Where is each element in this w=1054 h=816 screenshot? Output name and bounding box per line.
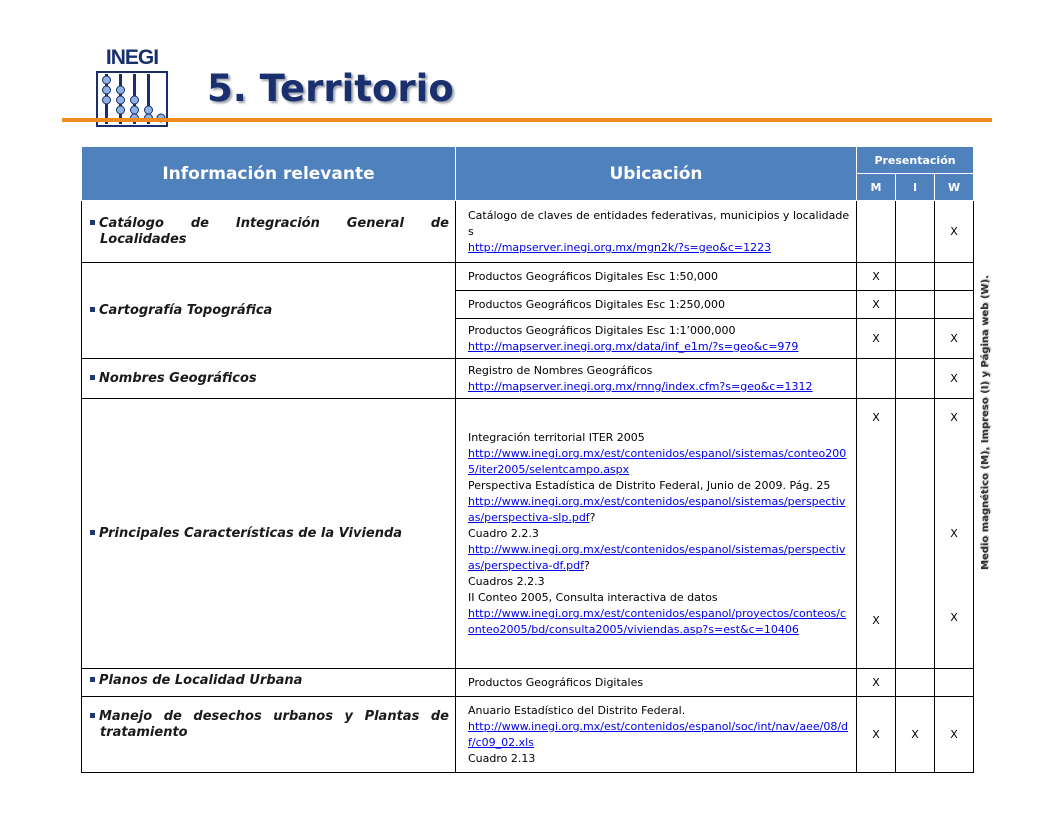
bullet-icon	[90, 713, 95, 718]
link[interactable]: http://www.inegi.org.mx/est/contenidos/espanol/sistemas/perspectivas/perspectiva-slp.pdf	[468, 494, 846, 524]
link[interactable]: http://mapserver.inegi.org.mx/data/inf_e1m/?s=geo&c=979	[468, 339, 799, 353]
abacus-icon	[93, 46, 171, 128]
link[interactable]: http://www.inegi.org.mx/est/contenidos/espanol/soc/int/nav/aee/08/df/c09_02.xls	[468, 719, 849, 749]
mark-w: X	[935, 697, 974, 773]
link[interactable]: http://www.inegi.org.mx/est/contenidos/espanol/proyectos/conteos/conteo2005/bd/consulta2005/viviendas.asp?s=est&c=10406	[468, 606, 847, 636]
link[interactable]: http://www.inegi.org.mx/est/contenidos/espanol/sistemas/perspectivas/perspectiva-df.pdf	[468, 542, 846, 572]
table-row	[82, 359, 974, 399]
mark-w	[935, 291, 974, 319]
info-cell: Manejo de desechos urbanos y Plantas de tratamiento	[82, 697, 456, 773]
bullet-icon	[90, 375, 95, 380]
mark-w: X	[935, 201, 974, 263]
ubicacion-cell: Productos Geográficos Digitales	[456, 669, 857, 697]
header-i: I	[896, 174, 935, 201]
table-row	[82, 399, 974, 669]
mark-m	[857, 201, 896, 263]
mark-m: X	[857, 263, 896, 291]
ubicacion-cell: Productos Geográficos Digitales Esc 1:1’000,000 http://mapserver.inegi.org.mx/data/inf_e1m/?s=geo&c=979	[456, 319, 857, 359]
mark-w: X	[935, 359, 974, 399]
mark-i: X	[896, 697, 935, 773]
table-row	[82, 263, 974, 291]
mark-m: X	[857, 291, 896, 319]
mark-i	[896, 201, 935, 263]
mark-m	[857, 359, 896, 399]
info-cell: Nombres Geográficos	[82, 359, 456, 399]
mark-i	[896, 669, 935, 697]
info-cell: Planos de Localidad Urbana	[82, 669, 456, 697]
bullet-icon	[90, 530, 95, 535]
logo-text: INEGI	[105, 46, 159, 69]
ubicacion-cell: Registro de Nombres Geográficos http://mapserver.inegi.org.mx/rnng/index.cfm?s=geo&c=1312	[456, 359, 857, 399]
info-cell: Cartografía Topográfica	[82, 263, 456, 359]
ubicacion-cell: Integración territorial ITER 2005 http://www.inegi.org.mx/est/contenidos/espanol/sistemas/conteo2005/iter2005/selentcampo.aspx Perspectiva Estadística de Distrito Federal, Junio de 2009. Pág. 25 http://www.inegi.org.mx/est/contenidos/espanol/sistemas/perspectivas/perspectiva-slp.pdf? Cuadro 2.2.3 http://www.inegi.org.mx/est/contenidos/espanol/sistemas/perspectivas/perspectiva-df.pdf? Cuadros 2.2.3 II Conteo 2005, Consulta interactiva de datos http://www.inegi.org.mx/est/contenidos/espanol/proyectos/conteos/conteo2005/bd/consulta2005/viviendas.asp?s=est&c=10406	[456, 399, 857, 669]
mark-i	[896, 291, 935, 319]
header-info: Información relevante	[82, 147, 456, 201]
info-cell: Catálogo de Integración General de Localidades	[82, 201, 456, 263]
bullet-icon	[90, 677, 95, 682]
mark-m: X	[857, 697, 896, 773]
mark-i	[896, 263, 935, 291]
table-header-row	[82, 147, 974, 174]
table-row	[82, 201, 974, 263]
title-rule	[62, 118, 992, 122]
bullet-icon	[90, 307, 95, 312]
territory-table	[81, 146, 974, 773]
header-w: W	[935, 174, 974, 201]
mark-i	[896, 319, 935, 359]
table-row	[82, 697, 974, 773]
mark-i	[896, 359, 935, 399]
mark-m: X X	[857, 399, 896, 669]
mark-w	[935, 263, 974, 291]
header-m: M	[857, 174, 896, 201]
mark-w	[935, 669, 974, 697]
link[interactable]: http://mapserver.inegi.org.mx/rnng/index.cfm?s=geo&c=1312	[468, 379, 813, 393]
mark-w: X	[935, 319, 974, 359]
page-title: 5. Territorio	[207, 67, 454, 110]
inegi-logo	[93, 46, 171, 128]
table-row	[82, 669, 974, 697]
header-presentacion: Presentación	[857, 147, 974, 174]
mark-i	[896, 399, 935, 669]
mark-m: X	[857, 319, 896, 359]
mark-w: X X X	[935, 399, 974, 669]
mark-m: X	[857, 669, 896, 697]
link[interactable]: http://mapserver.inegi.org.mx/mgn2k/?s=geo&c=1223	[468, 240, 772, 254]
header-ubicacion: Ubicación	[456, 147, 857, 201]
ubicacion-cell: Catálogo de claves de entidades federativas, municipios y localidades http://mapserver.inegi.org.mx/mgn2k/?s=geo&c=1223	[456, 201, 857, 263]
link[interactable]: http://www.inegi.org.mx/est/contenidos/espanol/sistemas/conteo2005/iter2005/selentcampo.aspx	[468, 446, 847, 476]
ubicacion-cell: Productos Geográficos Digitales Esc 1:250,000	[456, 291, 857, 319]
presentation-legend: Medio magnético (M), Impreso (I) y Página web (W).	[980, 275, 991, 570]
ubicacion-cell: Anuario Estadístico del Distrito Federal. http://www.inegi.org.mx/est/contenidos/espanol/soc/int/nav/aee/08/df/c09_02.xls Cuadro 2.13	[456, 697, 857, 773]
ubicacion-cell: Productos Geográficos Digitales Esc 1:50,000	[456, 263, 857, 291]
info-cell: Principales Características de la Vivienda	[82, 399, 456, 669]
bullet-icon	[90, 220, 95, 225]
